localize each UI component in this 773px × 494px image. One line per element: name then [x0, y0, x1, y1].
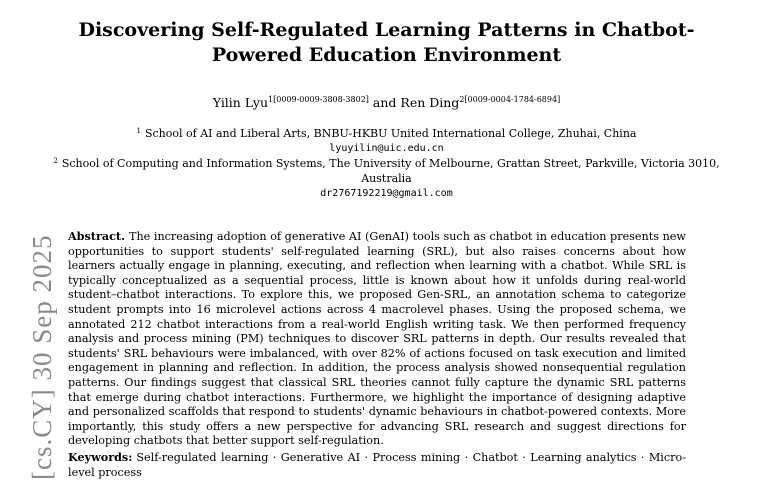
affiliation-number: 1 — [136, 127, 141, 135]
keywords-text: Self-regulated learning · Generative AI · Process mining · Chatbot · Learning analytics · Micro-level process — [68, 451, 686, 479]
affiliation-text: School of AI and Liberal Arts, BNBU-HKBU United International College, Zhuhai, China — [144, 127, 637, 140]
author-email[interactable]: lyuyilin@uic.edu.cn — [329, 143, 444, 154]
abstract-text: The increasing adoption of generative AI (GenAI) tools such as chatbot in education presents new opportunities to support students' self-regulated learning (SRL), but also raises concerns about how learners actually engage in planning, executing, and reflection when learning with a chatbot. While SRL is typically conceptualized as a sequential process, little is known about how it unfolds during real-world student–chatbot interactions. To explore this, we proposed Gen-SRL, an annotation schema to categorize student prompts into 16 microlevel actions across 4 macrolevel phases. Using the proposed schema, we annotated 212 chatbot interactions from a real-world English writing task. We then performed frequency analysis and process mining (PM) techniques to discover SRL patterns in depth. Our results revealed that students' SRL behaviours were imbalanced, with over 82% of actions focused on task execution and limited engagement in planning and reflection. In addition, the process analysis showed nonsequential regulation patterns. Our findings suggest that classical SRL theories cannot fully capture the dynamic SRL patterns that emerge during chatbot interactions. Furthermore, we highlight the importance of designing adaptive and personalized scaffolds that respond to students' dynamic behaviours in chatbot-powered contexts. More importantly, this study offers a new perspective for advancing SRL research and suggest directions for developing chatbots that better support self-regulation. — [68, 230, 686, 448]
paper-title: Discovering Self-Regulated Learning Patterns in Chatbot-Powered Education Environment — [78, 19, 695, 66]
affiliation-number: 2 — [53, 157, 58, 165]
keywords-label: Keywords: — [68, 450, 133, 464]
abstract-label: Abstract. — [68, 229, 125, 243]
author-name: Ren Ding — [400, 95, 460, 110]
author-connector: and — [372, 95, 397, 110]
author-name: Yilin Lyu — [212, 95, 269, 110]
keywords — [68, 450, 686, 480]
author-line — [40, 95, 733, 110]
author-email[interactable]: dr2767192219@gmail.com — [320, 188, 453, 199]
author-orcid: 1[0009-0009-3808-3802] — [268, 95, 369, 104]
arxiv-stamp: [cs.CY] 30 Sep 2025 — [27, 234, 57, 480]
affiliation-2 — [40, 154, 733, 201]
affiliation-1 — [40, 124, 733, 156]
affiliation-text: School of Computing and Information Systems, The University of Melbourne, Grattan Street, Parkville, Victoria 3010, Australia — [61, 157, 720, 185]
abstract — [68, 229, 686, 449]
author-orcid: 2[0009-0004-1784-6894] — [459, 95, 561, 104]
